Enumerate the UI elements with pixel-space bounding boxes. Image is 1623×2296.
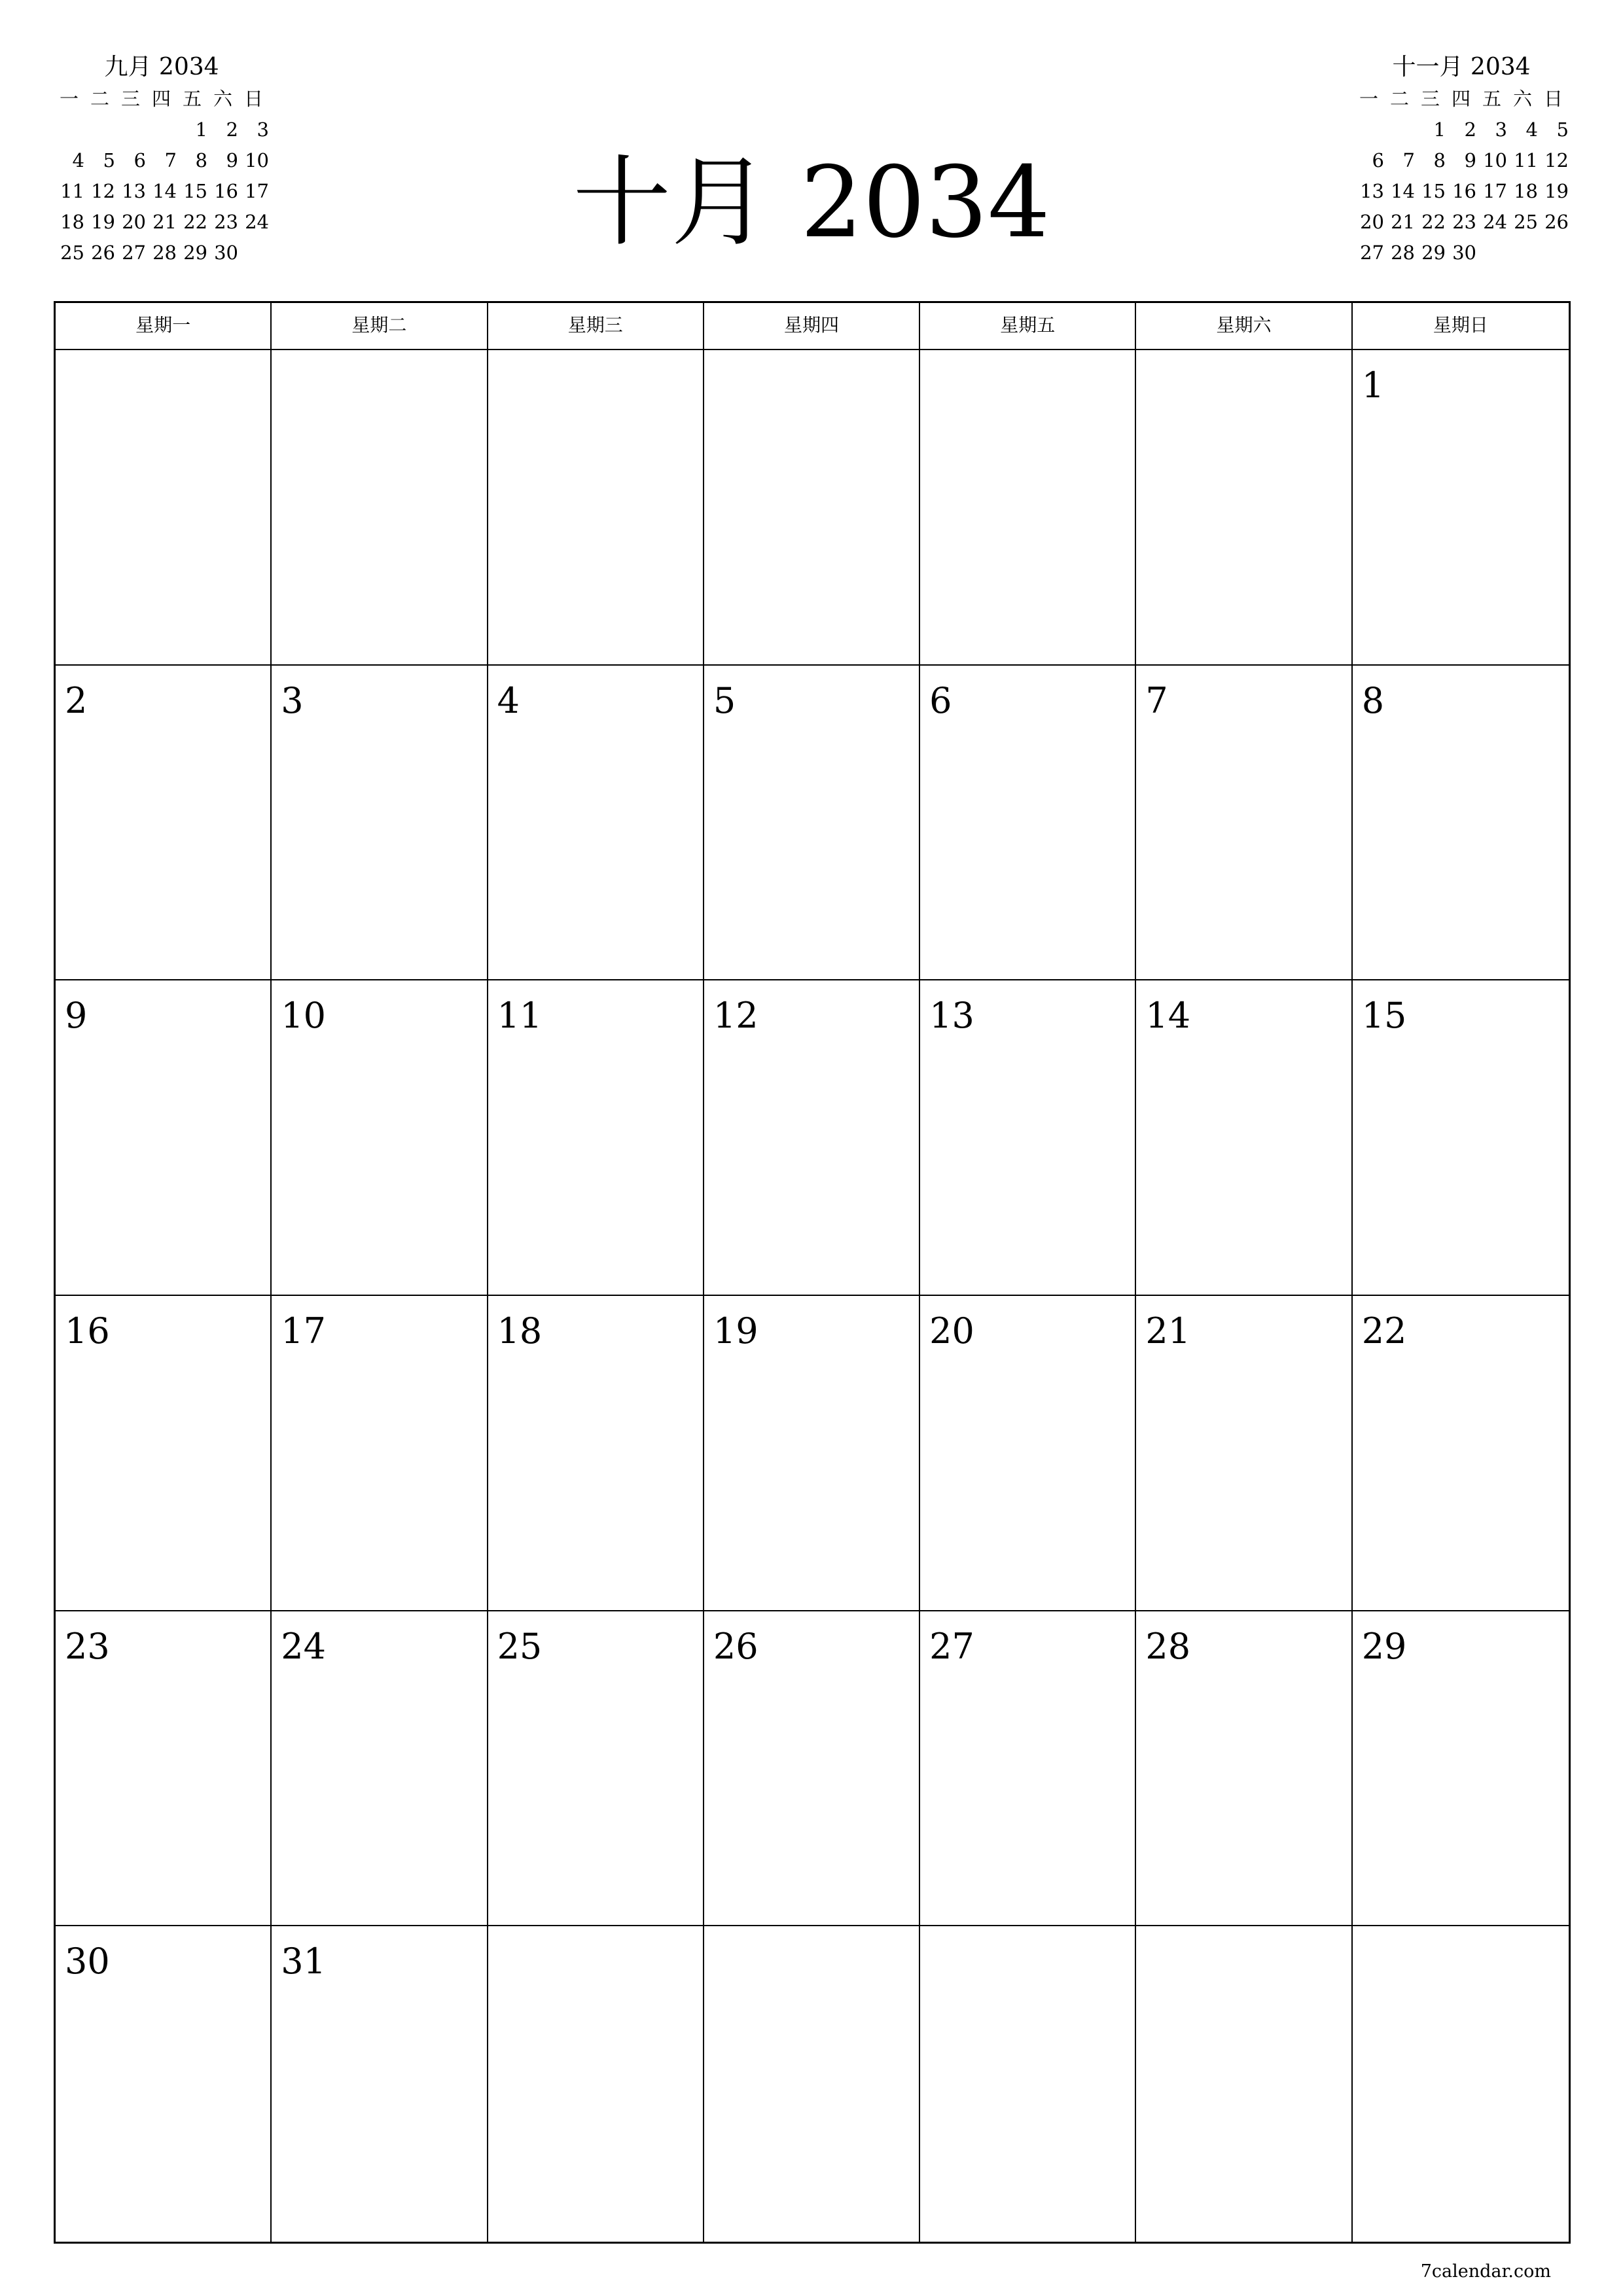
day-cell	[56, 980, 272, 1296]
day-number: 19	[713, 1310, 758, 1352]
mini-day: 15	[183, 180, 207, 202]
mini-weekday: 一	[1359, 88, 1378, 110]
day-cell	[920, 666, 1136, 981]
mini-weekday: 一	[59, 88, 79, 110]
day-number: 30	[65, 1941, 110, 1982]
mini-day: 10	[245, 149, 269, 171]
mini-day: 26	[1544, 211, 1569, 233]
day-number: 20	[929, 1310, 974, 1352]
day-cell	[1353, 350, 1569, 666]
day-cell	[704, 980, 920, 1296]
day-cell	[272, 1296, 488, 1611]
day-number: 16	[65, 1310, 110, 1352]
mini-day: 15	[1421, 180, 1446, 202]
mini-day-blank	[1353, 115, 1384, 145]
mini-day: 3	[257, 118, 269, 141]
mini-day: 4	[1525, 118, 1538, 141]
mini-day: 5	[103, 149, 115, 171]
mini-weekday: 五	[1482, 88, 1501, 110]
mini-day: 11	[1514, 149, 1538, 171]
day-cell	[56, 1296, 272, 1611]
day-number: 24	[281, 1625, 326, 1667]
day-cell	[272, 350, 488, 666]
mini-day: 29	[183, 242, 207, 264]
day-cell	[1353, 666, 1569, 981]
mini-day: 20	[1360, 211, 1384, 233]
mini-day: 7	[164, 149, 177, 171]
day-number: 21	[1145, 1310, 1191, 1352]
mini-day: 24	[1483, 211, 1507, 233]
mini-day: 10	[1483, 149, 1507, 171]
day-cell	[920, 1611, 1136, 1927]
mini-day: 25	[1514, 211, 1538, 233]
day-cell	[272, 1611, 488, 1927]
day-number: 28	[1145, 1625, 1191, 1667]
day-number: 5	[713, 679, 736, 721]
day-cell	[56, 350, 272, 666]
day-number: 22	[1361, 1310, 1407, 1352]
day-cell	[920, 1296, 1136, 1611]
mini-calendar-next	[1353, 51, 1569, 268]
weekday-header: 星期五	[920, 303, 1136, 350]
mini-day: 13	[1360, 180, 1384, 202]
day-number: 27	[929, 1625, 974, 1667]
mini-day: 13	[122, 180, 146, 202]
watermark: 7calendar.com	[1420, 2261, 1551, 2282]
mini-day: 9	[1464, 149, 1476, 171]
day-cell	[272, 1926, 488, 2242]
mini-day: 23	[1452, 211, 1476, 233]
day-cell	[704, 1926, 920, 2242]
mini-day-blank	[1384, 115, 1415, 145]
day-number: 15	[1361, 995, 1407, 1037]
day-cell	[488, 1926, 704, 2242]
day-number: 4	[497, 679, 520, 721]
mini-day: 21	[152, 211, 177, 233]
day-cell	[488, 1611, 704, 1927]
mini-day: 29	[1421, 242, 1446, 264]
mini-day: 19	[1544, 180, 1569, 202]
mini-weekday: 六	[1512, 88, 1532, 110]
month-calendar-grid	[54, 301, 1571, 2244]
day-cell	[1353, 980, 1569, 1296]
day-number: 29	[1361, 1625, 1407, 1667]
day-number: 13	[929, 995, 974, 1037]
mini-day: 12	[1544, 149, 1569, 171]
weekday-header: 星期六	[1136, 303, 1352, 350]
mini-day: 19	[91, 211, 115, 233]
mini-weekday: 四	[151, 88, 171, 110]
mini-weekday: 三	[1420, 88, 1440, 110]
mini-day: 17	[1483, 180, 1507, 202]
day-cell	[704, 1611, 920, 1927]
day-number: 7	[1145, 679, 1168, 721]
day-number: 26	[713, 1625, 758, 1667]
mini-day: 16	[214, 180, 238, 202]
day-number: 23	[65, 1625, 110, 1667]
day-number: 18	[497, 1310, 543, 1352]
day-cell	[1353, 1296, 1569, 1611]
weekday-header: 星期四	[704, 303, 920, 350]
day-cell	[488, 1296, 704, 1611]
day-cell	[272, 980, 488, 1296]
day-cell	[1136, 350, 1352, 666]
mini-day: 18	[60, 211, 84, 233]
day-cell	[920, 1926, 1136, 2242]
mini-day: 9	[226, 149, 238, 171]
day-cell	[704, 1296, 920, 1611]
mini-calendar-prev-title: 九月 2034	[104, 54, 219, 81]
day-cell	[56, 1611, 272, 1927]
day-number: 2	[65, 679, 88, 721]
mini-day: 28	[1391, 242, 1415, 264]
day-cell	[920, 350, 1136, 666]
mini-day: 1	[195, 118, 207, 141]
day-cell	[1136, 1611, 1352, 1927]
day-cell	[1353, 1611, 1569, 1927]
mini-day: 23	[214, 211, 238, 233]
mini-day: 11	[60, 180, 84, 202]
mini-day: 8	[195, 149, 207, 171]
mini-weekday: 三	[120, 88, 140, 110]
weekday-header: 星期二	[272, 303, 488, 350]
mini-day: 28	[152, 242, 177, 264]
weekday-header: 星期三	[488, 303, 704, 350]
mini-weekday: 四	[1451, 88, 1471, 110]
mini-day: 30	[1452, 242, 1476, 264]
mini-day: 26	[91, 242, 115, 264]
mini-weekday: 二	[1389, 88, 1409, 110]
mini-day: 6	[134, 149, 146, 171]
mini-weekday: 六	[213, 88, 232, 110]
mini-day: 3	[1495, 118, 1507, 141]
mini-day: 1	[1433, 118, 1446, 141]
mini-day: 16	[1452, 180, 1476, 202]
mini-day: 20	[122, 211, 146, 233]
day-cell	[488, 980, 704, 1296]
day-cell	[1136, 1926, 1352, 2242]
mini-day: 17	[245, 180, 269, 202]
mini-day: 24	[245, 211, 269, 233]
mini-day: 6	[1372, 149, 1384, 171]
mini-day: 2	[1464, 118, 1476, 141]
mini-day: 21	[1391, 211, 1415, 233]
day-cell	[704, 350, 920, 666]
mini-day: 5	[1556, 118, 1569, 141]
mini-day: 2	[226, 118, 238, 141]
mini-weekday: 日	[243, 88, 263, 110]
day-number: 12	[713, 995, 758, 1037]
mini-day: 4	[72, 149, 84, 171]
day-number: 25	[497, 1625, 543, 1667]
mini-day: 8	[1433, 149, 1446, 171]
mini-day: 27	[1360, 242, 1384, 264]
day-cell	[1136, 666, 1352, 981]
weekday-header: 星期一	[56, 303, 272, 350]
mini-weekday: 五	[182, 88, 202, 110]
day-number: 9	[65, 995, 88, 1037]
day-cell	[488, 666, 704, 981]
day-number: 11	[497, 995, 543, 1037]
day-cell	[56, 666, 272, 981]
mini-weekday: 二	[90, 88, 109, 110]
mini-weekday: 日	[1543, 88, 1563, 110]
day-cell	[1136, 980, 1352, 1296]
mini-day: 25	[60, 242, 84, 264]
day-number: 17	[281, 1310, 326, 1352]
mini-day: 7	[1402, 149, 1415, 171]
mini-day: 22	[1421, 211, 1446, 233]
mini-day: 14	[152, 180, 177, 202]
day-number: 14	[1145, 995, 1191, 1037]
mini-day: 18	[1514, 180, 1538, 202]
day-cell	[1136, 1296, 1352, 1611]
day-number: 8	[1361, 679, 1385, 721]
day-cell	[272, 666, 488, 981]
day-cell	[920, 980, 1136, 1296]
day-cell	[704, 666, 920, 981]
page-title: 十月 2034	[573, 146, 1050, 260]
day-number: 31	[281, 1941, 326, 1982]
day-cell	[1353, 1926, 1569, 2242]
day-cell	[56, 1926, 272, 2242]
day-number: 1	[1361, 365, 1385, 406]
day-number: 10	[281, 995, 326, 1037]
day-number: 3	[281, 679, 304, 721]
mini-calendar-next-grid	[1353, 84, 1569, 268]
mini-calendar-next-title: 十一月 2034	[1392, 54, 1531, 81]
day-cell	[488, 350, 704, 666]
mini-day: 22	[183, 211, 207, 233]
mini-day: 12	[91, 180, 115, 202]
weekday-header: 星期日	[1353, 303, 1569, 350]
day-number: 6	[929, 679, 952, 721]
mini-day: 14	[1391, 180, 1415, 202]
mini-day: 27	[122, 242, 146, 264]
mini-day: 30	[214, 242, 238, 264]
